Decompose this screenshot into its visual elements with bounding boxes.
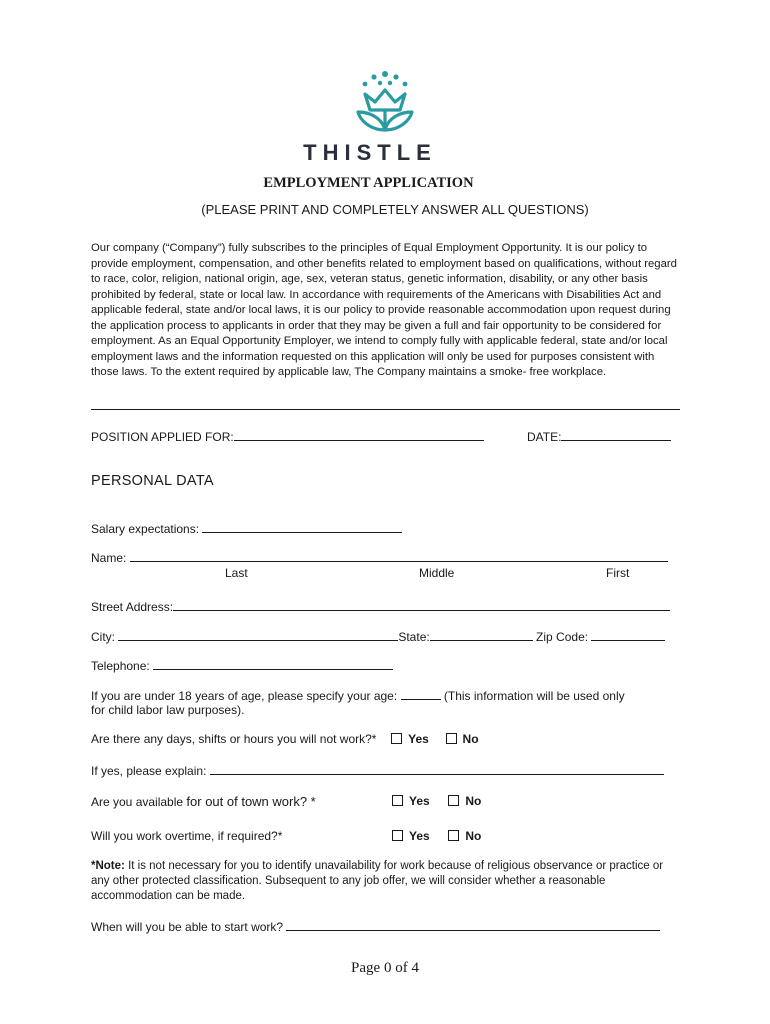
street-field[interactable]: [173, 598, 670, 611]
telephone-field[interactable]: [153, 657, 393, 670]
age-field[interactable]: [401, 687, 441, 700]
position-label: POSITION APPLIED FOR:: [91, 430, 234, 444]
zip-field[interactable]: [591, 628, 665, 641]
start-field[interactable]: [286, 918, 660, 931]
travel-options: [392, 794, 481, 808]
state-label: State:: [398, 630, 430, 644]
page-number: Page 0 of 4: [351, 960, 419, 976]
start-label: When will you be able to start work?: [91, 920, 284, 934]
overtime-yes-checkbox[interactable]: [392, 830, 403, 841]
start-row: [91, 918, 660, 934]
note-block: [91, 859, 681, 904]
overtime-options: [392, 829, 481, 843]
days-no-label: No: [462, 732, 479, 746]
eeo-statement: Our company (“Company”) fully subscribes to the principles of Equal Employment Opportunity. It is our policy to provide employment, compensation, and other benefits related to employment based on qualifications, without regard to race, color, religion, national origin, age, sex, veteran status, genetic information, disability, or any other basis prohibited by federal, state or local law. In accordance with requirements of the Americans with Disabilities Act and applicable federal, state and/or local laws, it is our policy to provide reasonable accommodation upon request during the application process to applicants in order that they may be given a full and fair opportunity to be considered for employment. As an Equal Opportunity Employer, we intend to comply fully with applicable federal, state and/or local employment laws and the information requested on this application will only be used for purposes consistent with those laws. To the extent required by applicable law, The Company maintains a smoke- free workplace.: [91, 242, 677, 378]
street-label: Street Address:: [91, 600, 174, 614]
days-question: Are there any days, shifts or hours you will not work?*: [91, 732, 377, 746]
explain-row: [91, 762, 664, 778]
explain-label: If yes, please explain:: [91, 764, 207, 778]
overtime-no-label: No: [465, 829, 482, 843]
days-yes-checkbox[interactable]: [391, 733, 402, 744]
age-text: If you are under 18 years of age, please specify your age:: [91, 689, 398, 703]
zip-label: Zip Code:: [536, 630, 589, 644]
overtime-question: Will you work overtime, if required?*: [91, 829, 283, 843]
travel-question-a: Are you available: [91, 795, 184, 809]
document-subtitle: (PLEASE PRINT AND COMPLETELY ANSWER ALL QUESTIONS): [201, 202, 589, 217]
date-row: [527, 428, 671, 444]
document-title: EMPLOYMENT APPLICATION: [263, 175, 474, 191]
note-label: *Note:: [91, 860, 125, 872]
name-middle-label: Middle: [419, 566, 455, 580]
street-row: [91, 598, 670, 614]
salary-row: [91, 520, 402, 536]
age-text-note: (This information will be used only: [443, 689, 625, 703]
days-no-checkbox[interactable]: [446, 733, 457, 744]
name-field[interactable]: [130, 549, 668, 562]
date-label: DATE:: [527, 430, 562, 444]
name-row: [91, 549, 668, 565]
days-yes-label: Yes: [408, 732, 429, 746]
overtime-no-checkbox[interactable]: [448, 830, 459, 841]
logo-wordmark: THISTLE: [303, 140, 437, 165]
city-field[interactable]: [118, 628, 398, 641]
divider: [91, 409, 680, 410]
days-question-row: [91, 732, 479, 746]
date-field[interactable]: [561, 428, 671, 441]
travel-yes-checkbox[interactable]: [392, 795, 403, 806]
position-field[interactable]: [234, 428, 484, 441]
travel-yes-label: Yes: [409, 794, 430, 808]
salary-label: Salary expectations:: [91, 522, 200, 536]
position-row: [91, 428, 484, 444]
name-label: Name:: [91, 551, 127, 565]
overtime-question-row: [91, 829, 282, 843]
overtime-yes-label: Yes: [409, 829, 430, 843]
travel-question-b: for out of town work? *: [186, 794, 316, 809]
city-label: City:: [91, 630, 115, 644]
travel-no-checkbox[interactable]: [448, 795, 459, 806]
age-row: [91, 687, 625, 703]
section-title: PERSONAL DATA: [91, 473, 214, 489]
age-text-continued: for child labor law purposes).: [91, 703, 245, 717]
state-field[interactable]: [430, 628, 533, 641]
name-last-label: Last: [225, 566, 248, 580]
city-row: [91, 628, 665, 644]
travel-question-row: [91, 794, 316, 809]
name-first-label: First: [606, 566, 630, 580]
explain-field[interactable]: [210, 762, 664, 775]
telephone-row: [91, 657, 393, 673]
travel-no-label: No: [465, 794, 482, 808]
telephone-label: Telephone:: [91, 659, 150, 673]
salary-field[interactable]: [202, 520, 402, 533]
note-text: It is not necessary for you to identify unavailability for work because of religious observance or practice or any other protected classification. Subsequent to any job offer, we will consider whether a reasonable accommodation can be made.: [91, 860, 664, 902]
